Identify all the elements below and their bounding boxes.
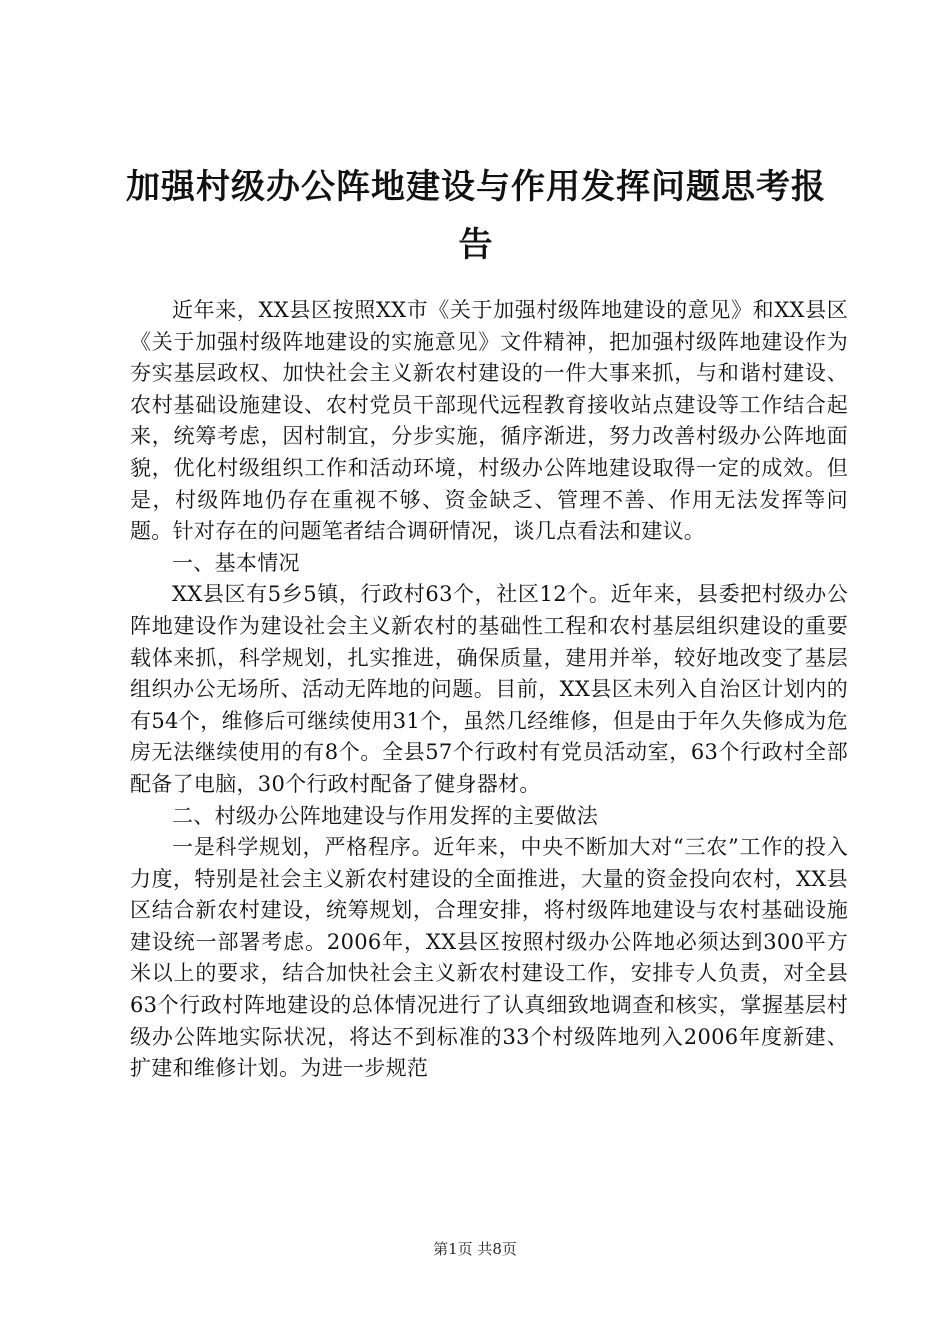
document-title: 加强村级办公阵地建设与作用发挥问题思考报告	[126, 167, 826, 265]
page-number-footer: 第1页 共8页	[433, 1240, 517, 1258]
section-heading-main-practices: 二、村级办公阵地建设与作用发挥的主要做法	[172, 803, 598, 828]
intro-paragraph: 近年来，XX县区按照XX市《关于加强村级阵地建设的意见》和XX县区《关于加强村级阵地建设的实施意见》文件精神，把加强村级阵地建设作为夯实基层政权、加快社会主义新农村建设的一件大事来抓，与和谐村建设、农村基础设施建设、农村党员干部现代远程教育接收站点建设等工作结合起来，统筹考虑，因村制宜，分步实施，循序渐进，努力改善村级办公阵地面貌，优化村级组织工作和活动环境，村级办公阵地建设取得一定的成效。但是，村级阵地仍存在重视不够、资金缺乏、管理不善、作用无法发挥等问题。针对存在的问题笔者结合调研情况，谈几点看法和建议。	[130, 298, 848, 544]
section-heading-basic-situation: 一、基本情况	[172, 550, 300, 575]
basic-situation-paragraph: XX县区有5乡5镇，行政村63个，社区12个。近年来，县委把村级办公阵地建设作为建设社会主义新农村的基础性工程和农村基层组织建设的重要载体来抓，科学规划，扎实推进，确保质量，建用并举，较好地改变了基层组织办公无场所、活动无阵地的问题。目前，XX县区未列入自治区计划内的有54个，维修后可继续使用31个，虽然几经维修，但是由于年久失修成为危房无法继续使用的有8个。全县57个行政村有党员活动室，63个行政村全部配备了电脑，30个行政村配备了健身器材。	[130, 582, 848, 796]
document-body	[130, 295, 848, 1085]
main-practices-paragraph: 一是科学规划，严格程序。近年来，中央不断加大对“三农”工作的投入力度，特别是社会主义新农村建设的全面推进，大量的资金投向农村，XX县区结合新农村建设，统筹规划，合理安排，将村级阵地建设与农村基础设施建设统一部署考虑。2006年，XX县区按照村级办公阵地必须达到300平方米以上的要求，结合加快社会主义新农村建设工作，安排专人负责，对全县63个行政村阵地建设的总体情况进行了认真细致地调查和核实，掌握基层村级办公阵地实际状况，将达不到标准的33个村级阵地列入2006年度新建、扩建和维修计划。为进一步规范	[130, 835, 848, 1081]
